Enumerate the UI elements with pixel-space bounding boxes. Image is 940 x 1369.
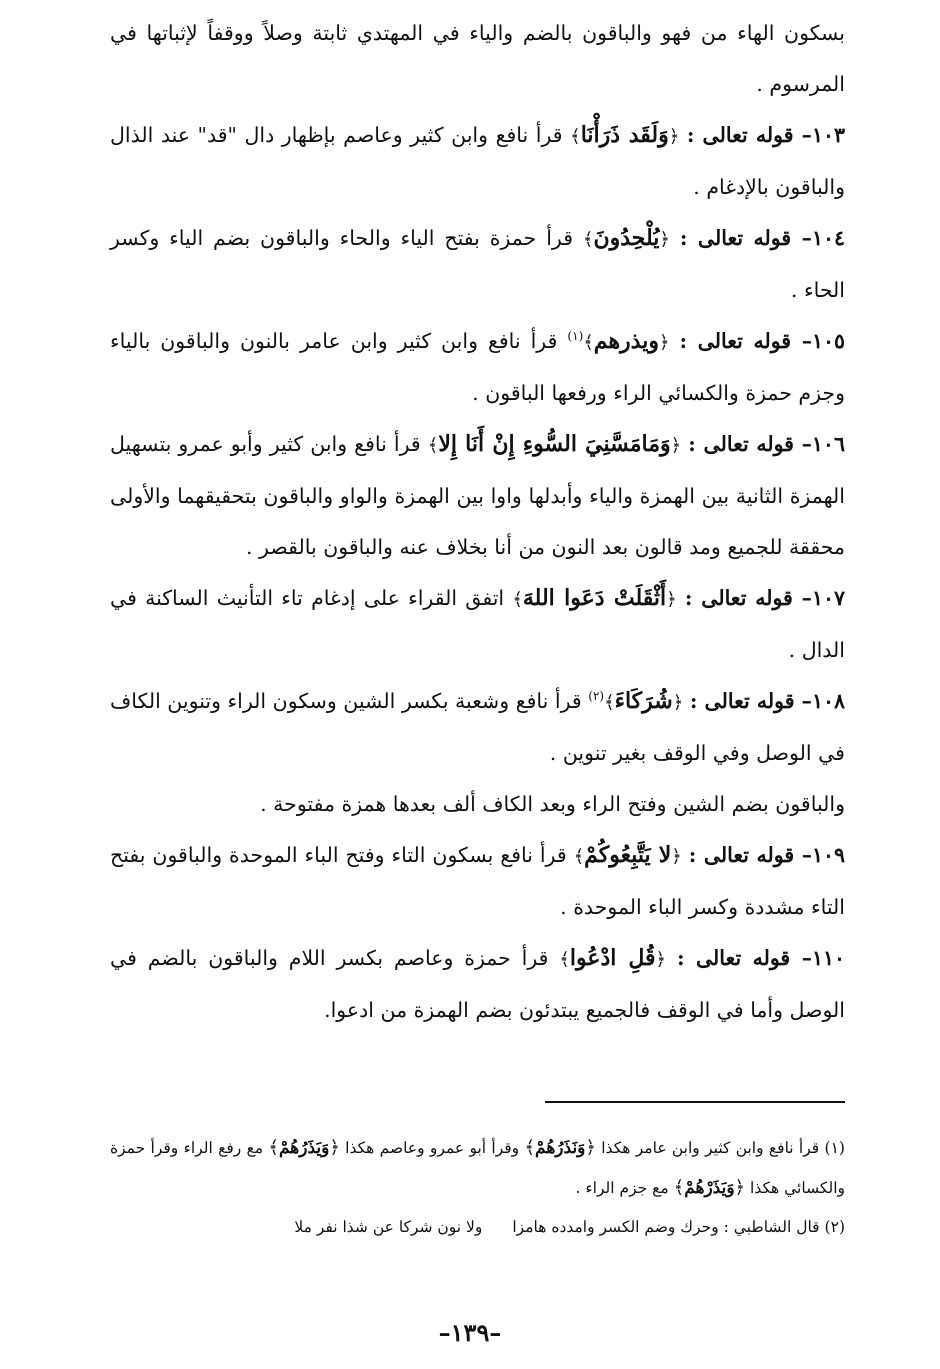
quran-quote: وَنَذَرُهُمْ xyxy=(535,1138,586,1158)
entry-label: – قوله تعالى : xyxy=(684,586,812,610)
quran-quote: وَمَامَسَّنِيَ السُّوءِ إِنْ أَنَا إِلا xyxy=(438,431,671,457)
entry-label: – قوله تعالى : xyxy=(679,226,812,250)
entry-number: ١٠٨ xyxy=(811,689,845,713)
entry-number: ١٠٩ xyxy=(811,843,845,867)
entry-105 xyxy=(110,316,845,419)
ornate-bracket-open: ﴿ xyxy=(658,332,670,353)
ornate-bracket-close: ﴾ xyxy=(559,949,570,970)
footnote-text: قرأ نافع وابن كثير وابن عامر هكذا xyxy=(601,1139,820,1157)
entry-number: ١٠٣ xyxy=(811,123,845,147)
entry-104 xyxy=(110,213,845,316)
entry-number: ١٠٦ xyxy=(811,432,845,456)
footnote-ref: (١) xyxy=(567,329,584,344)
entry-label: – قوله تعالى : xyxy=(689,689,812,713)
footnote-verse-second-hemistich: ولا نون شركا عن شذا نفر ملا xyxy=(294,1218,483,1236)
ornate-bracket-open: ﴿ xyxy=(672,692,684,713)
quran-quote: ويذرهم xyxy=(593,328,659,354)
footnote-text: وقرأ أبو عمرو وعاصم هكذا xyxy=(345,1139,520,1157)
ornate-bracket-close: ﴾ xyxy=(524,1137,536,1158)
entry-103 xyxy=(110,110,845,213)
footnote-marker: (١) xyxy=(824,1139,845,1157)
intro-text: بسكون الهاء من فهو والباقون بالضم والياء في المهتدي ثابتة وصلاً ووقفاً لإثباتها في المرسوم . xyxy=(110,21,845,96)
entry-text: قرأ نافع وشعبة بكسر الشين وسكون الراء وتنوين الكاف في الوصل وفي الوقف بغير تنوين . xyxy=(110,689,845,765)
ornate-bracket-close: ﴾ xyxy=(582,229,594,250)
ornate-bracket-close: ﴾ xyxy=(573,846,585,867)
continuation-text: والباقون بضم الشين وفتح الراء وبعد الكاف ألف بعدها همزة مفتوحة . xyxy=(260,792,845,816)
entry-label: – قوله تعالى : xyxy=(679,329,812,353)
footnote-2 xyxy=(110,1208,845,1247)
ornate-bracket-close: ﴾ xyxy=(512,589,523,610)
ornate-bracket-open: ﴿ xyxy=(671,846,682,867)
entry-text: قرأ حمزة بفتح الياء والحاء والباقون بضم الياء وكسر الحاء . xyxy=(110,226,845,302)
ornate-bracket-open: ﴿ xyxy=(670,435,682,456)
entry-107 xyxy=(110,573,845,676)
entry-text: قرأ نافع بسكون التاء وفتح الباء الموحدة والباقون بفتح التاء مشددة وكسر الباء الموحدة . xyxy=(110,843,845,919)
entry-text: قرأ نافع وابن كثير وابن عامر بالنون والباقون بالياء وجزم حمزة والكسائي الراء ورفعها الباقون . xyxy=(110,329,845,405)
ornate-bracket-open: ﴿ xyxy=(734,1177,746,1198)
quran-quote: وَيَذَرْهُمْ xyxy=(684,1178,735,1198)
footnote-divider xyxy=(545,1101,845,1103)
footnote-text: مع جزم الراء . xyxy=(575,1179,669,1197)
entry-label: – قوله تعالى : xyxy=(688,432,812,456)
footnote-verse-first-hemistich: قال الشاطبي : وحرك وضم الكسر وامدده هامزا xyxy=(512,1218,820,1236)
quran-quote: لا يَتَّبِعُوكُمْ xyxy=(584,842,672,868)
footnote-ref: (٢) xyxy=(588,689,605,704)
entry-text: قرأ حمزة وعاصم بكسر اللام والباقون بالضم في الوصل وأما في الوقف فالجميع يبتدئون بضم الهمزة من ادعوا. xyxy=(110,946,845,1022)
ornate-bracket-open: ﴿ xyxy=(659,229,670,250)
ornate-bracket-close: ﴾ xyxy=(427,435,439,456)
footnote-text: مع رفع الراء وقرأ حمزة والكسائي هكذا xyxy=(110,1139,845,1197)
ornate-bracket-close: ﴾ xyxy=(673,1177,685,1198)
ornate-bracket-close: ﴾ xyxy=(570,126,581,147)
entry-number: ١٠٥ xyxy=(811,329,846,353)
entry-109 xyxy=(110,830,845,933)
entry-text: اتفق القراء على إدغام تاء التأنيث الساكنة في الدال . xyxy=(110,586,845,662)
footnote-1 xyxy=(110,1128,845,1208)
entry-110 xyxy=(110,933,845,1036)
ornate-bracket-close: ﴾ xyxy=(604,692,615,713)
ornate-bracket-open: ﴿ xyxy=(585,1137,596,1158)
entry-106 xyxy=(110,419,845,573)
quran-quote: قُلِ ادْعُوا xyxy=(569,945,656,971)
entry-label: – قوله تعالى : xyxy=(686,123,812,147)
footnote-marker: (٢) xyxy=(824,1218,845,1236)
page-number: –١٣٩– xyxy=(438,1318,502,1347)
entry-number: ١٠٤ xyxy=(811,226,845,250)
entry-number: ١١٠ xyxy=(811,946,845,970)
entry-number: ١٠٧ xyxy=(811,586,845,610)
quran-quote: يُلْحِدُونَ xyxy=(593,225,660,251)
footnotes xyxy=(110,1128,845,1247)
ornate-bracket-open: ﴿ xyxy=(668,126,680,147)
intro-paragraph xyxy=(110,8,845,110)
entry-label: – قوله تعالى : xyxy=(676,946,812,970)
quran-quote: وَلَقَد ذَرَأْنَا xyxy=(580,122,669,148)
ornate-bracket-open: ﴿ xyxy=(655,949,667,970)
entry-label: – قوله تعالى : xyxy=(688,843,812,867)
ornate-bracket-close: ﴾ xyxy=(583,332,594,353)
ornate-bracket-open: ﴿ xyxy=(329,1137,340,1158)
entry-text: قرأ نافع وابن كثير وعاصم بإظهار دال "قد" عند الذال والباقون بالإدغام . xyxy=(110,123,845,199)
ornate-bracket-close: ﴾ xyxy=(268,1137,279,1158)
ornate-bracket-open: ﴿ xyxy=(666,589,677,610)
entry-108 xyxy=(110,676,845,779)
quran-quote: أَثْقَلَتْ دَعَوا اللهَ xyxy=(522,585,667,611)
quran-quote: شُرَكَاءَ xyxy=(614,688,673,714)
main-text-body xyxy=(110,8,845,1036)
continuation-paragraph xyxy=(110,779,845,830)
quran-quote: وَيَذَرُهُمْ xyxy=(278,1138,330,1158)
entry-text: قرأ نافع وابن كثير وأبو عمرو بتسهيل الهمزة الثانية بين الهمزة والياء وأبدلها واوا بين الهمزة والواو والباقون بتحقيقهما والأولى محققة للجميع ومد قالون بعد النون من أنا بخلاف عنه والباقون بالقصر . xyxy=(110,432,845,559)
